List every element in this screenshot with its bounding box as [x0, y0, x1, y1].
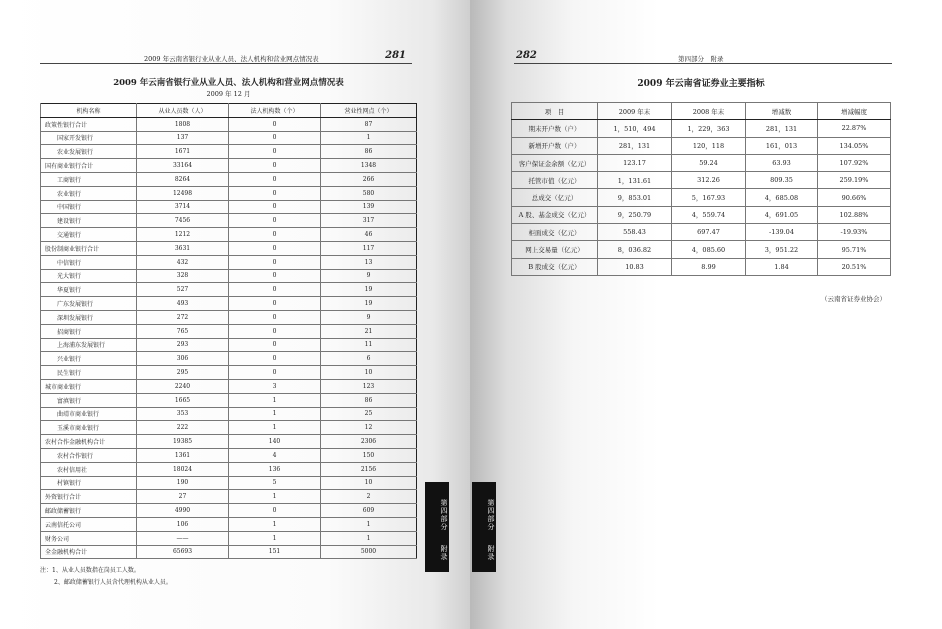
pct-cell: 134.05%	[818, 137, 891, 154]
item-cell: 托管市值（亿元）	[512, 172, 598, 189]
table-row	[41, 531, 417, 545]
change-cell: 161，013	[746, 137, 818, 154]
outlets-cell: 5000	[321, 545, 417, 559]
change-cell: 63.93	[746, 154, 818, 171]
staff-cell: 765	[137, 324, 229, 338]
item-cell: 柜面成交（亿元）	[512, 224, 598, 241]
legal-cell: 0	[229, 366, 321, 380]
table-row	[41, 145, 417, 159]
institution-cell: 富滇银行	[41, 393, 137, 407]
col-header-2008: 2008 年末	[672, 103, 746, 120]
legal-cell: 0	[229, 131, 321, 145]
staff-cell: 1665	[137, 393, 229, 407]
institution-cell: 中信银行	[41, 255, 137, 269]
staff-cell: 7456	[137, 214, 229, 228]
col-header-pct: 增减幅度	[818, 103, 891, 120]
staff-cell: 3631	[137, 241, 229, 255]
institution-cell: 城市商业银行	[41, 379, 137, 393]
legal-cell: 4	[229, 448, 321, 462]
table-row	[41, 269, 417, 283]
right-tab-label: 附录	[487, 545, 495, 561]
legal-cell: 136	[229, 462, 321, 476]
table-row	[512, 206, 891, 223]
pct-cell: 22.87%	[818, 120, 891, 137]
outlets-cell: 12	[321, 421, 417, 435]
legal-cell: 151	[229, 545, 321, 559]
institution-cell: 国有商业银行合计	[41, 159, 137, 173]
change-cell: 281，131	[746, 120, 818, 137]
table-row	[41, 324, 417, 338]
table-header-row	[41, 104, 417, 118]
institution-cell: 民生银行	[41, 366, 137, 380]
staff-cell: 2240	[137, 379, 229, 393]
table-row	[41, 283, 417, 297]
left-running-head-text: 2009 年云南省银行业从业人员、法人机构和营业网点情况表	[144, 55, 319, 63]
table-row	[41, 435, 417, 449]
table-row	[512, 241, 891, 258]
note-1: 注：1、从业人员数指在岗员工人数。	[40, 567, 140, 574]
institution-cell: 云南信托公司	[41, 517, 137, 531]
value-2009-cell: 123.17	[598, 154, 672, 171]
staff-cell: 1808	[137, 117, 229, 131]
outlets-cell: 123	[321, 379, 417, 393]
table-row	[41, 379, 417, 393]
outlets-cell: 19	[321, 283, 417, 297]
table-row	[41, 228, 417, 242]
value-2009-cell: 558.43	[598, 224, 672, 241]
staff-cell: 18024	[137, 462, 229, 476]
legal-cell: 1	[229, 531, 321, 545]
staff-cell: 222	[137, 421, 229, 435]
staff-cell: 3714	[137, 200, 229, 214]
outlets-cell: 117	[321, 241, 417, 255]
outlets-cell: 150	[321, 448, 417, 462]
item-cell: A 股、基金成交（亿元）	[512, 206, 598, 223]
staff-cell: 432	[137, 255, 229, 269]
outlets-cell: 317	[321, 214, 417, 228]
legal-cell: 0	[229, 504, 321, 518]
table-row	[41, 476, 417, 490]
item-cell: 新增开户数（户）	[512, 137, 598, 154]
staff-cell: 1361	[137, 448, 229, 462]
outlets-cell: 19	[321, 297, 417, 311]
legal-cell: 140	[229, 435, 321, 449]
outlets-cell: 1348	[321, 159, 417, 173]
value-2009-cell: 9，250.79	[598, 206, 672, 223]
staff-cell: 293	[137, 338, 229, 352]
outlets-cell: 86	[321, 393, 417, 407]
table-row	[41, 393, 417, 407]
value-2008-cell: 120，118	[672, 137, 746, 154]
change-cell: -139.04	[746, 224, 818, 241]
staff-cell: 306	[137, 352, 229, 366]
institution-cell: 上海浦东发展银行	[41, 338, 137, 352]
left-running-head	[40, 50, 412, 64]
outlets-cell: 139	[321, 200, 417, 214]
institution-cell: 工商银行	[41, 172, 137, 186]
staff-cell: 12498	[137, 186, 229, 200]
table-row	[41, 545, 417, 559]
item-cell: B 股成交（亿元）	[512, 258, 598, 275]
right-section-tab	[472, 482, 496, 572]
staff-cell: 272	[137, 310, 229, 324]
col-header-change: 增减数	[746, 103, 818, 120]
outlets-cell: 46	[321, 228, 417, 242]
outlets-cell: 10	[321, 476, 417, 490]
table-row	[41, 366, 417, 380]
table-row	[41, 421, 417, 435]
institution-cell: 农村信用社	[41, 462, 137, 476]
institution-cell: 中国银行	[41, 200, 137, 214]
table-row	[41, 352, 417, 366]
table-row	[41, 255, 417, 269]
legal-cell: 0	[229, 214, 321, 228]
table-row	[512, 224, 891, 241]
item-cell: 总成交（亿元）	[512, 189, 598, 206]
right-page	[470, 0, 942, 629]
left-page-number: 281	[385, 50, 406, 61]
legal-cell: 1	[229, 517, 321, 531]
change-cell: 1.84	[746, 258, 818, 275]
staff-cell: 353	[137, 407, 229, 421]
staff-cell: 137	[137, 131, 229, 145]
outlets-cell: 21	[321, 324, 417, 338]
change-cell: 3，951.22	[746, 241, 818, 258]
staff-cell: 65693	[137, 545, 229, 559]
institution-cell: 建设银行	[41, 214, 137, 228]
outlets-cell: 9	[321, 269, 417, 283]
legal-cell: 0	[229, 283, 321, 297]
institution-cell: 外资银行合计	[41, 490, 137, 504]
institution-cell: 广东发展银行	[41, 297, 137, 311]
col-header-outlets: 营业性网点（个）	[321, 104, 417, 118]
legal-cell: 0	[229, 228, 321, 242]
institution-cell: 农村合作金融机构合计	[41, 435, 137, 449]
col-header-staff: 从业人员数（人）	[137, 104, 229, 118]
table-row	[41, 462, 417, 476]
table-row	[41, 131, 417, 145]
right-page-number: 282	[516, 50, 537, 61]
staff-cell: 19385	[137, 435, 229, 449]
institution-cell: 深圳发展银行	[41, 310, 137, 324]
institution-cell: 财务公司	[41, 531, 137, 545]
institution-cell: 全金融机构合计	[41, 545, 137, 559]
source-note: （云南省证券业协会）	[821, 295, 886, 303]
note-2: 2、邮政储蓄银行人员含代理机构从业人员。	[54, 579, 172, 586]
table-row	[41, 504, 417, 518]
value-2008-cell: 8.99	[672, 258, 746, 275]
value-2008-cell: 4，085.60	[672, 241, 746, 258]
legal-cell: 3	[229, 379, 321, 393]
legal-cell: 0	[229, 200, 321, 214]
table-row	[41, 186, 417, 200]
legal-cell: 1	[229, 393, 321, 407]
right-running-head	[514, 50, 892, 64]
value-2008-cell: 5，167.93	[672, 189, 746, 206]
col-header-legal: 法人机构数（个）	[229, 104, 321, 118]
outlets-cell: 1	[321, 517, 417, 531]
col-header-2009: 2009 年末	[598, 103, 672, 120]
col-header-institution: 机构名称	[41, 104, 137, 118]
value-2008-cell: 312.26	[672, 172, 746, 189]
outlets-cell: 86	[321, 145, 417, 159]
institution-cell: 国家开发银行	[41, 131, 137, 145]
table-row	[41, 310, 417, 324]
staff-cell: ——	[137, 531, 229, 545]
staff-cell: 4990	[137, 504, 229, 518]
item-cell: 期末开户数（户）	[512, 120, 598, 137]
legal-cell: 0	[229, 269, 321, 283]
value-2008-cell: 697.47	[672, 224, 746, 241]
outlets-cell: 580	[321, 186, 417, 200]
table-row	[41, 159, 417, 173]
institution-cell: 光大银行	[41, 269, 137, 283]
pct-cell: 107.92%	[818, 154, 891, 171]
staff-cell: 27	[137, 490, 229, 504]
pct-cell: 90.66%	[818, 189, 891, 206]
left-table-subtitle: 2009 年 12 月	[206, 90, 251, 98]
change-cell: 809.35	[746, 172, 818, 189]
table-row	[41, 172, 417, 186]
table-row	[41, 338, 417, 352]
table-row	[41, 448, 417, 462]
value-2008-cell: 4，559.74	[672, 206, 746, 223]
staff-cell: 8264	[137, 172, 229, 186]
institution-cell: 股份制商业银行合计	[41, 241, 137, 255]
staff-cell: 527	[137, 283, 229, 297]
legal-cell: 0	[229, 145, 321, 159]
table-row	[41, 407, 417, 421]
col-header-item: 项 目	[512, 103, 598, 120]
change-cell: 4，691.05	[746, 206, 818, 223]
institution-cell: 村镇银行	[41, 476, 137, 490]
outlets-cell: 25	[321, 407, 417, 421]
outlets-cell: 1	[321, 531, 417, 545]
left-tab-label: 附录	[440, 545, 448, 561]
table-row	[41, 297, 417, 311]
legal-cell: 5	[229, 476, 321, 490]
banking-table-body	[41, 117, 417, 559]
left-section-tab	[425, 482, 449, 572]
item-cell: 网上交易量（亿元）	[512, 241, 598, 258]
table-row	[512, 154, 891, 171]
legal-cell: 0	[229, 241, 321, 255]
staff-cell: 1212	[137, 228, 229, 242]
staff-cell: 33164	[137, 159, 229, 173]
value-2009-cell: 8，036.82	[598, 241, 672, 258]
value-2009-cell: 9，853.01	[598, 189, 672, 206]
institution-cell: 兴业银行	[41, 352, 137, 366]
outlets-cell: 2156	[321, 462, 417, 476]
change-cell: 4，685.08	[746, 189, 818, 206]
table-row	[41, 200, 417, 214]
outlets-cell: 266	[321, 172, 417, 186]
staff-cell: 295	[137, 366, 229, 380]
legal-cell: 0	[229, 159, 321, 173]
value-2008-cell: 1，229，363	[672, 120, 746, 137]
institution-cell: 交通银行	[41, 228, 137, 242]
table-row	[41, 117, 417, 131]
value-2009-cell: 281，131	[598, 137, 672, 154]
institution-cell: 华夏银行	[41, 283, 137, 297]
left-table-title: 2009 年云南省银行业从业人员、法人机构和营业网点情况表	[113, 78, 344, 88]
outlets-cell: 87	[321, 117, 417, 131]
value-2009-cell: 10.83	[598, 258, 672, 275]
staff-cell: 493	[137, 297, 229, 311]
legal-cell: 1	[229, 490, 321, 504]
legal-cell: 0	[229, 297, 321, 311]
item-cell: 客户保证金余额（亿元）	[512, 154, 598, 171]
value-2008-cell: 59.24	[672, 154, 746, 171]
outlets-cell: 2	[321, 490, 417, 504]
right-running-head-text: 第四部分 附录	[678, 55, 724, 63]
table-row	[41, 517, 417, 531]
outlets-cell: 6	[321, 352, 417, 366]
institution-cell: 玉溪市商业银行	[41, 421, 137, 435]
outlets-cell: 13	[321, 255, 417, 269]
pct-cell: 20.51%	[818, 258, 891, 275]
institution-cell: 政策性银行合计	[41, 117, 137, 131]
institution-cell: 招商银行	[41, 324, 137, 338]
pct-cell: -19.93%	[818, 224, 891, 241]
legal-cell: 0	[229, 186, 321, 200]
table-row	[512, 189, 891, 206]
institution-cell: 农业发展银行	[41, 145, 137, 159]
table-row	[512, 120, 891, 137]
outlets-cell: 10	[321, 366, 417, 380]
table-row	[41, 490, 417, 504]
legal-cell: 0	[229, 352, 321, 366]
table-notes	[40, 565, 172, 589]
pct-cell: 102.88%	[818, 206, 891, 223]
staff-cell: 106	[137, 517, 229, 531]
table-row	[512, 172, 891, 189]
staff-cell: 190	[137, 476, 229, 490]
securities-table-body	[512, 120, 891, 276]
banking-table	[40, 103, 417, 559]
pct-cell: 95.71%	[818, 241, 891, 258]
outlets-cell: 609	[321, 504, 417, 518]
left-tab-section: 第四部分	[440, 499, 448, 531]
institution-cell: 曲靖市商业银行	[41, 407, 137, 421]
legal-cell: 0	[229, 324, 321, 338]
institution-cell: 农村合作银行	[41, 448, 137, 462]
left-page	[0, 0, 470, 629]
table-row	[41, 214, 417, 228]
legal-cell: 0	[229, 338, 321, 352]
value-2009-cell: 1，131.61	[598, 172, 672, 189]
value-2009-cell: 1，510，494	[598, 120, 672, 137]
institution-cell: 邮政储蓄银行	[41, 504, 137, 518]
institution-cell: 农业银行	[41, 186, 137, 200]
outlets-cell: 2306	[321, 435, 417, 449]
table-row	[512, 137, 891, 154]
legal-cell: 0	[229, 310, 321, 324]
outlets-cell: 11	[321, 338, 417, 352]
table-row	[41, 241, 417, 255]
staff-cell: 1671	[137, 145, 229, 159]
securities-table	[511, 102, 891, 276]
table-header-row	[512, 103, 891, 120]
table-row	[512, 258, 891, 275]
right-tab-section: 第四部分	[487, 499, 495, 531]
legal-cell: 0	[229, 172, 321, 186]
legal-cell: 1	[229, 407, 321, 421]
outlets-cell: 9	[321, 310, 417, 324]
legal-cell: 1	[229, 421, 321, 435]
staff-cell: 328	[137, 269, 229, 283]
legal-cell: 0	[229, 117, 321, 131]
outlets-cell: 1	[321, 131, 417, 145]
legal-cell: 0	[229, 255, 321, 269]
pct-cell: 259.19%	[818, 172, 891, 189]
right-table-title: 2009 年云南省证券业主要指标	[637, 79, 765, 89]
